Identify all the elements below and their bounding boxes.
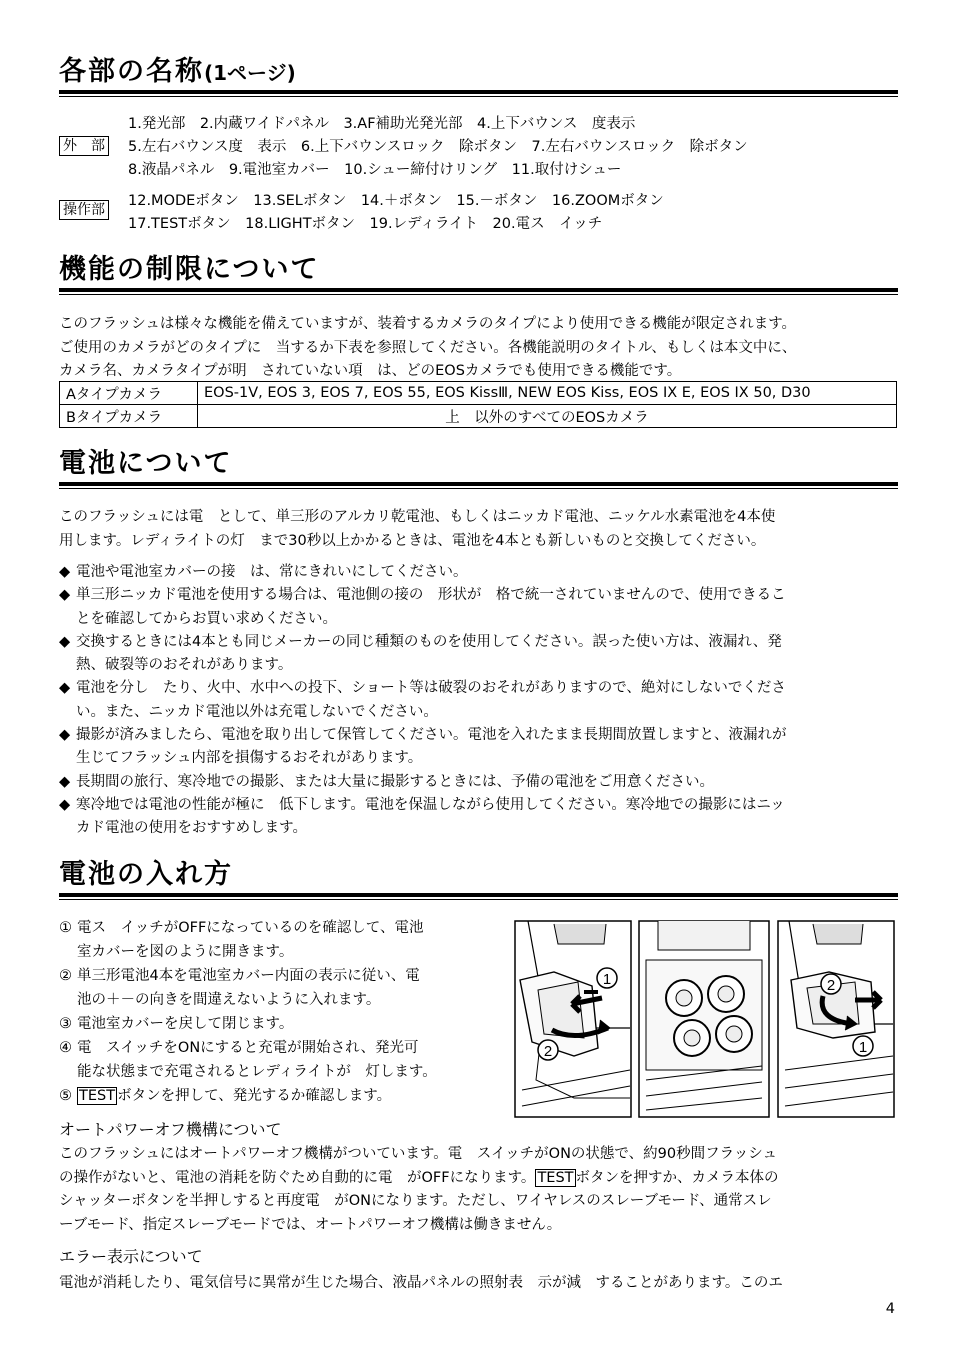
paragraph-line: カメラ名、カメラタイプが明 されていない項 は、どのEOSカメラでも使用できる機能です。 bbox=[59, 363, 682, 379]
bullet-line: カド電池の使用をおすすめします。 bbox=[76, 820, 307, 837]
step-number: ① bbox=[59, 920, 72, 936]
error-display-title: エラー表示について bbox=[59, 1247, 203, 1266]
step-number: ③ bbox=[59, 1016, 72, 1032]
figure-open-cover bbox=[515, 921, 631, 1117]
external-line: 1.発光部 2.内蔵ワイドパネル 3.AF補助光発光部 4.上下バウンス 度表示 bbox=[128, 116, 636, 132]
external-line: 8.液晶パネル 9.電池室カバー 10.シュー締付けリング 11.取付けシュー bbox=[128, 162, 622, 178]
external-label: 外 部 bbox=[59, 136, 109, 156]
test-button-label: TEST bbox=[537, 1169, 574, 1186]
bullet-line: 交換するときには4本とも同じメーカーの同じ種類のものを使用してください。誤った使い方は、液漏れ、発 bbox=[76, 633, 782, 650]
step-number: ⑤ bbox=[59, 1088, 72, 1104]
figure-label: 2 bbox=[826, 977, 836, 994]
diamond-bullet-icon: ◆ bbox=[59, 564, 71, 580]
camera-type-cell: Bタイプカメラ bbox=[60, 405, 198, 428]
step-line: 電ス イッチがOFFになっているのを確認して、電池 bbox=[77, 920, 424, 936]
paragraph-line: このフラッシュにはオートパワーオフ機構がついています。電 スイッチがONの状態で、約90秒間フラッシュ bbox=[59, 1146, 778, 1162]
controls-line: 17.TESTボタン 18.LIGHTボタン 19.レディライト 20.電ス イッチ bbox=[128, 216, 603, 232]
list-item bbox=[59, 964, 519, 1012]
figure-insert-batteries bbox=[639, 921, 769, 1117]
bullet-line: 寒冷地では電池の性能が極に 低下します。電池を保温しながら使用してください。寒冷地での撮影にはニッ bbox=[76, 796, 785, 813]
autopower-title: オートパワーオフ機構について bbox=[59, 1120, 282, 1139]
battery-installation-illustrations bbox=[514, 920, 898, 1124]
bullet-line: い。また、ニッカド電池以外は充電しないでください。 bbox=[76, 703, 438, 720]
heading-rule bbox=[59, 90, 898, 94]
list-item bbox=[59, 1036, 519, 1084]
battery-caution-list bbox=[59, 561, 904, 841]
step-line: 電池室カバーを戻して閉じます。 bbox=[77, 1016, 294, 1032]
title-suffix: (1ページ) bbox=[204, 61, 296, 85]
heading-rule-thin bbox=[59, 899, 898, 900]
paragraph-line: シャッターボタンを半押しすると再度電 がONになります。ただし、ワイヤレスのスレーブモード、通常スレ bbox=[59, 1193, 772, 1209]
figure-close-cover bbox=[778, 921, 894, 1117]
diamond-bullet-icon: ◆ bbox=[59, 727, 71, 744]
figure-label: 2 bbox=[543, 1043, 553, 1060]
section-title-battery-installation: 電池の入れ方 bbox=[59, 859, 233, 890]
figure-label: 1 bbox=[602, 971, 612, 988]
paragraph-line: このフラッシュは様々な機能を備えていますが、装着するカメラのタイプにより使用できる機能が限定されます。 bbox=[59, 316, 797, 332]
table-row bbox=[60, 382, 897, 405]
table-row bbox=[60, 405, 897, 428]
bullet-line: 熱、破裂等のおそれがあります。 bbox=[76, 657, 293, 674]
paragraph-line: ーブモード、指定スレーブモードでは、オートパワーオフ機構は働きません。 bbox=[59, 1216, 562, 1233]
list-item bbox=[59, 584, 904, 631]
diamond-bullet-icon: ◆ bbox=[59, 633, 71, 650]
step-line: 単三形電池4本を電池室カバー内面の表示に従い、電 bbox=[77, 968, 420, 984]
heading-rule bbox=[59, 482, 898, 486]
step-line: 電 スイッチをONにすると充電が開始され、発光可 bbox=[77, 1040, 419, 1056]
list-item bbox=[59, 1012, 519, 1036]
heading-rule-thin bbox=[59, 488, 898, 489]
title-text: 各部の名称 bbox=[59, 56, 204, 87]
section-title-part-names bbox=[59, 55, 898, 90]
list-item bbox=[59, 1084, 519, 1108]
step-number: ④ bbox=[59, 1040, 72, 1056]
function-limits-paragraph bbox=[59, 313, 904, 384]
figure-label: 1 bbox=[858, 1039, 868, 1056]
bullet-line: とを確認してからお買い求めください。 bbox=[76, 610, 337, 627]
step-line: 池の＋－の向きを間違えないように入れます。 bbox=[77, 992, 381, 1008]
list-item bbox=[59, 561, 904, 584]
flash-battery-illustration bbox=[514, 920, 898, 1120]
camera-models-cell: 上 以外のすべてのEOSカメラ bbox=[198, 405, 897, 428]
list-item bbox=[59, 916, 519, 964]
external-line: 5.左右バウンス度 表示 6.上下バウンスロック 除ボタン 7.左右バウンスロック 除ボタン bbox=[128, 139, 748, 155]
paragraph-line: 電池が消耗したり、電気信号に異常が生じた場合、液晶パネルの照射表 示が減 することがあります。このエ bbox=[59, 1275, 783, 1291]
bullet-line: 電池や電池室カバーの接 は、常にきれいにしてください。 bbox=[76, 564, 468, 580]
step-number: ② bbox=[59, 968, 72, 984]
list-item bbox=[59, 677, 904, 724]
list-item bbox=[59, 771, 904, 794]
camera-models-cell: EOS-1V, EOS 3, EOS 7, EOS 55, EOS KissⅢ, NEW EOS Kiss, EOS IX E, EOS IX 50, D30 bbox=[198, 382, 897, 405]
diamond-bullet-icon: ◆ bbox=[59, 796, 71, 813]
paragraph-line: の操作がないと、電池の消耗を防ぐため自動的に電 がOFFになります。 bbox=[59, 1169, 536, 1186]
installation-steps bbox=[59, 916, 519, 1108]
bullet-line: 長期間の旅行、寒冷地での撮影、または大量に撮影するときには、予備の電池をご用意ください。 bbox=[76, 773, 714, 790]
heading-rule-thin bbox=[59, 96, 898, 97]
heading-rule bbox=[59, 893, 898, 897]
heading-rule bbox=[59, 288, 898, 292]
bullet-line: 電池を分し たり、火中、水中への投下、ショート等は破裂のおそれがありますので、絶対にしないでくださ bbox=[76, 680, 786, 697]
camera-type-table bbox=[59, 381, 897, 428]
test-button-label: TEST bbox=[79, 1088, 116, 1104]
paragraph-line: 用します。レディライトの灯 まで30秒以上かかるときは、電池を4本とも新しいものと交換してください。 bbox=[59, 532, 766, 549]
step-line: ボタンを押して、発光するか確認します。 bbox=[117, 1088, 392, 1104]
diamond-bullet-icon: ◆ bbox=[59, 773, 71, 790]
controls-label: 操作部 bbox=[59, 200, 109, 220]
section-title-batteries: 電池について bbox=[59, 448, 233, 479]
step-line: 室カバーを図のように開きます。 bbox=[77, 944, 294, 960]
heading-rule-thin bbox=[59, 294, 898, 295]
paragraph-line: このフラッシュには電 として、単三形のアルカリ乾電池、もしくはニッカド電池、ニッケル水素電池を4本使 bbox=[59, 509, 776, 525]
step-line: 能な状態まで充電されるとレディライトが 灯します。 bbox=[77, 1064, 437, 1080]
bullet-line: 生じてフラッシュ内部を損傷するおそれがあります。 bbox=[76, 750, 423, 767]
list-item bbox=[59, 724, 904, 771]
section-title-function-limits: 機能の制限について bbox=[59, 254, 320, 285]
camera-type-cell: Aタイプカメラ bbox=[60, 382, 198, 405]
diamond-bullet-icon: ◆ bbox=[59, 680, 71, 697]
paragraph-line: ご使用のカメラがどのタイプに 当するか下表を参照してください。各機能説明のタイトル、もしくは本文中に、 bbox=[59, 339, 797, 356]
paragraph-line: ボタンを押すか、カメラ本体の bbox=[575, 1169, 779, 1186]
diamond-bullet-icon: ◆ bbox=[59, 587, 71, 604]
controls-line: 12.MODEボタン 13.SELボタン 14.＋ボタン 15.－ボタン 16.ZOOMボタン bbox=[128, 193, 664, 209]
page-number: 4 bbox=[885, 1301, 895, 1317]
bullet-line: 撮影が済みましたら、電池を取り出して保管してください。電池を入れたまま長期間放置しますと、液漏れが bbox=[76, 727, 787, 744]
list-item bbox=[59, 794, 904, 841]
batteries-paragraph bbox=[59, 506, 904, 553]
bullet-line: 単三形ニッカド電池を使用する場合は、電池側の接の 形状が 格で統一されていませんので、使用できるこ bbox=[76, 587, 786, 604]
list-item bbox=[59, 631, 904, 678]
autopower-paragraph bbox=[59, 1143, 904, 1237]
error-display-paragraph bbox=[59, 1272, 904, 1296]
